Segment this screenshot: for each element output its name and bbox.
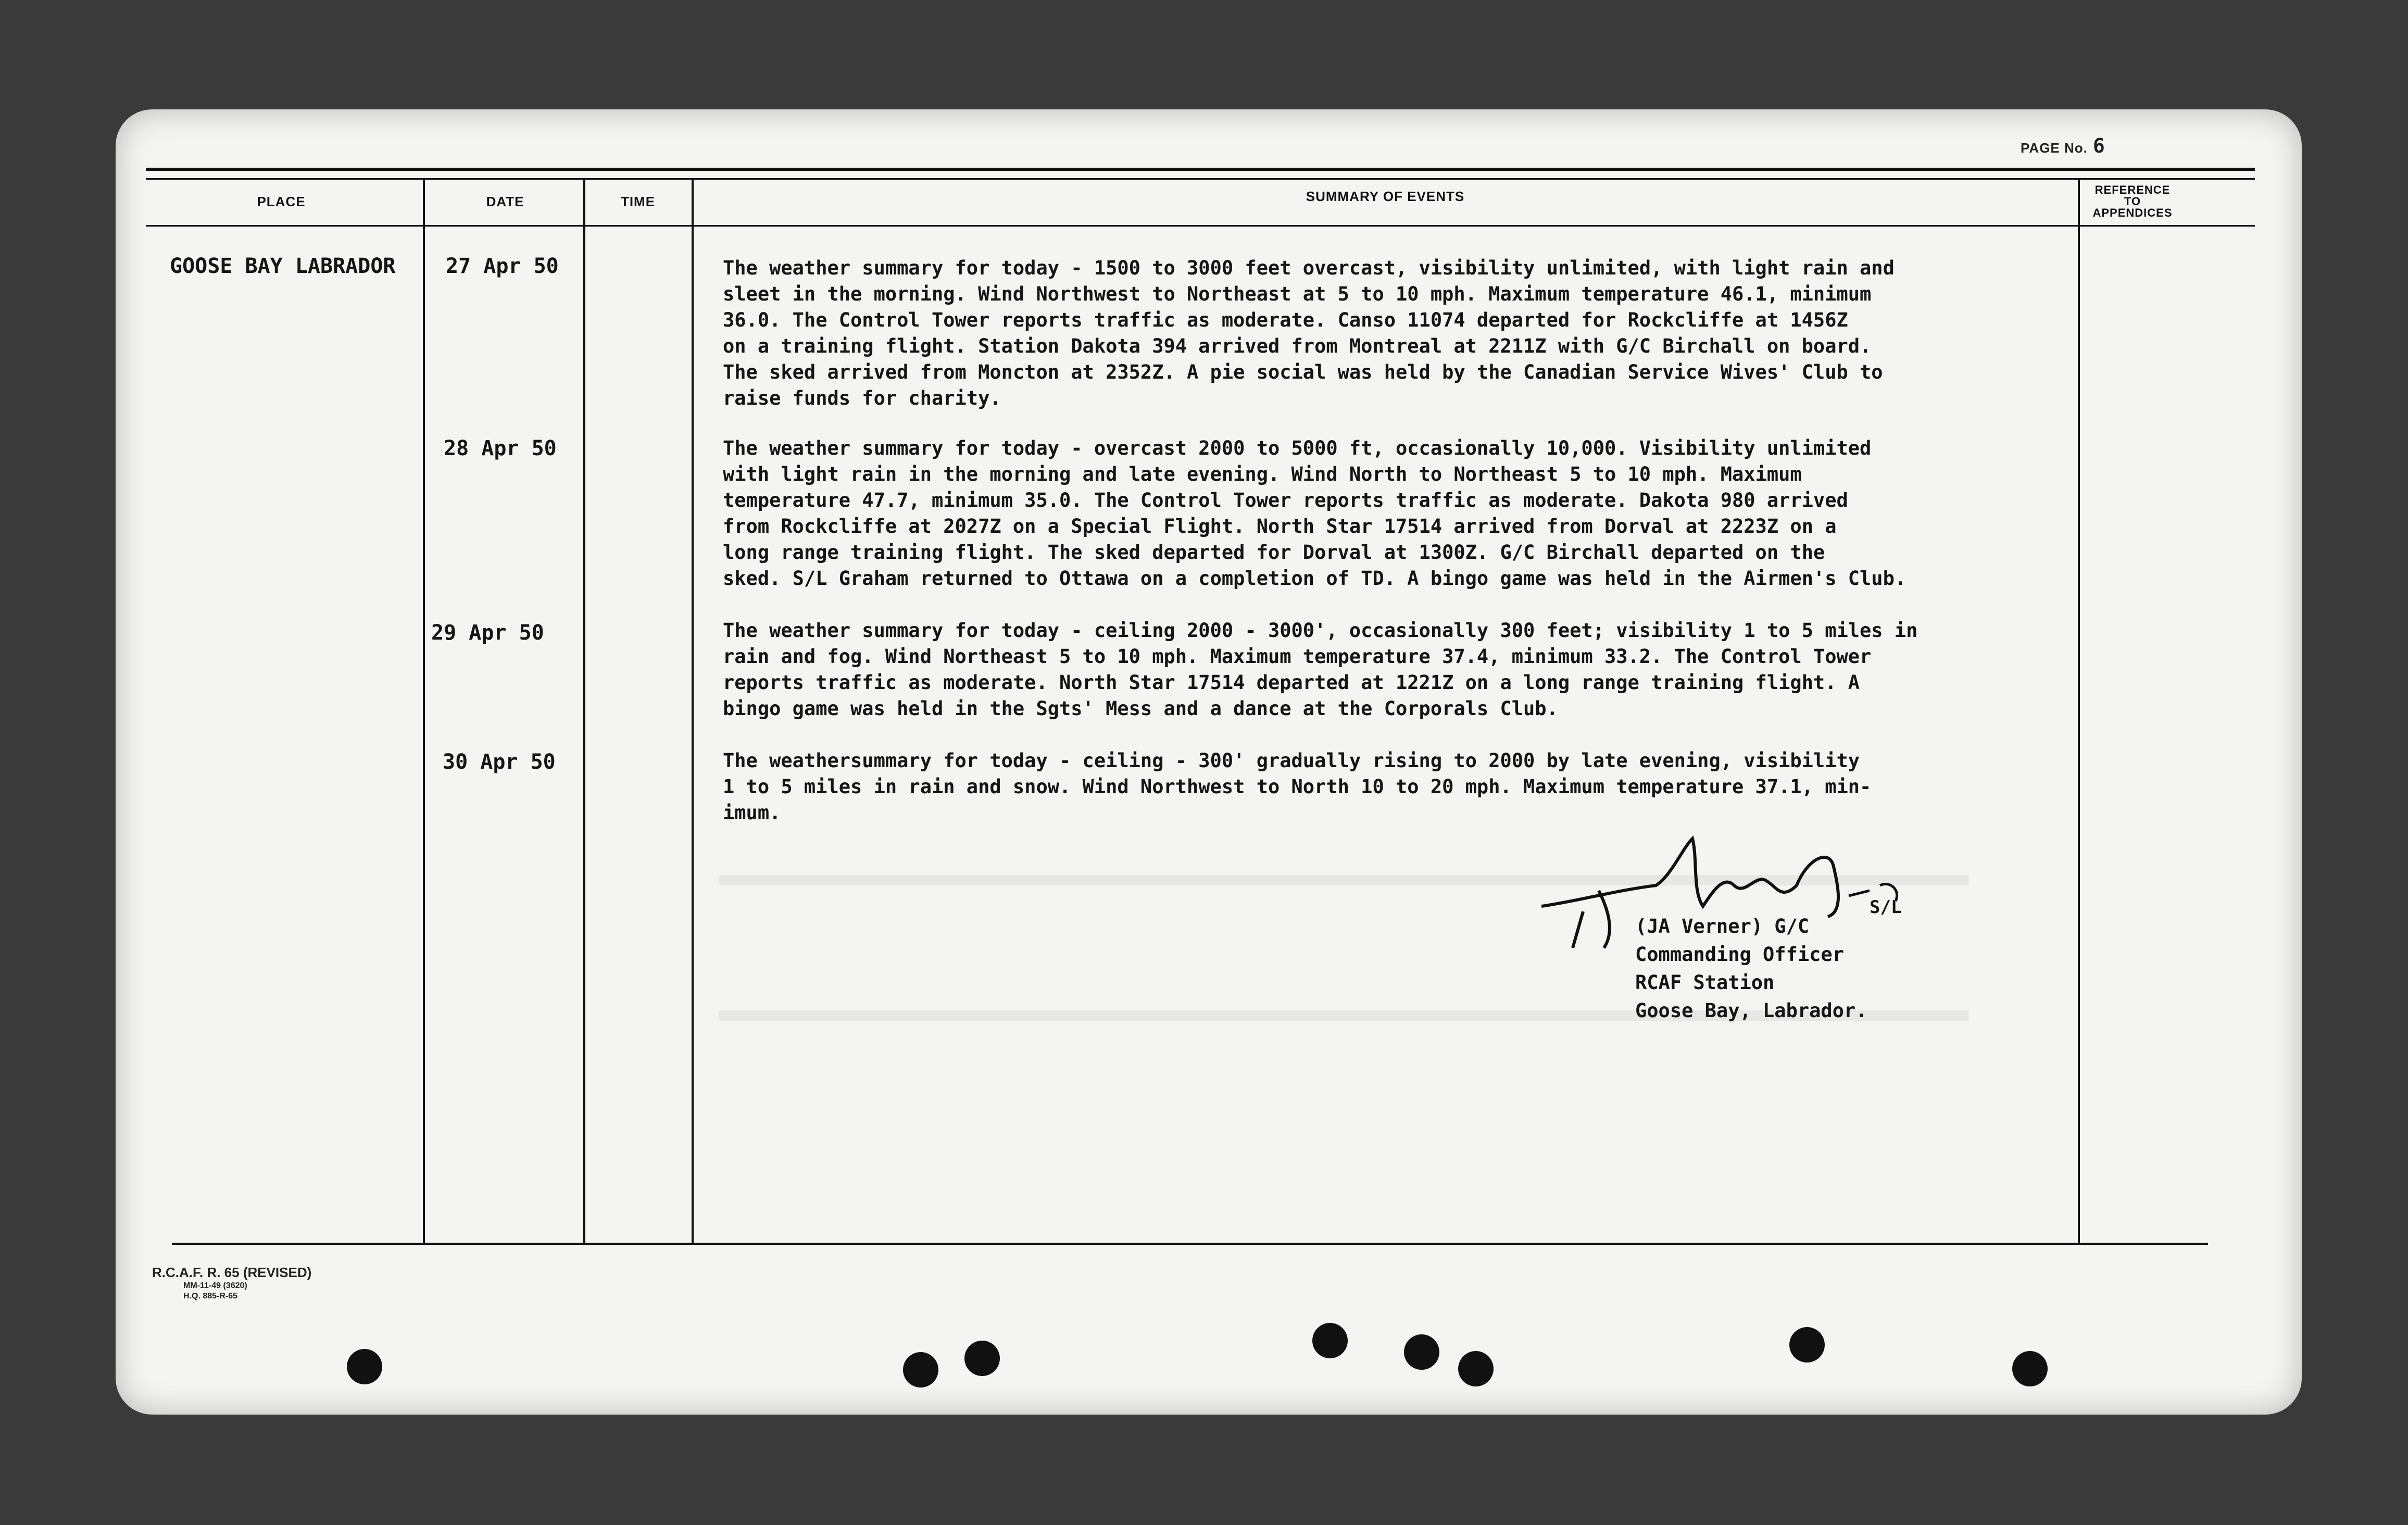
entry-date-2: 28 Apr 50 <box>444 436 557 460</box>
col-divider-2 <box>583 178 585 1245</box>
header-time: TIME <box>620 194 656 209</box>
signature-block <box>1635 913 1867 1025</box>
header-bottom-rule <box>146 225 2255 227</box>
punch-hole <box>1404 1334 1439 1370</box>
punch-hole <box>1789 1327 1825 1362</box>
col-divider-4 <box>2078 178 2080 1245</box>
entry-date-1: 27 Apr 50 <box>446 254 559 278</box>
punch-hole <box>964 1341 1000 1376</box>
punch-hole <box>1458 1351 1494 1386</box>
place-name: GOOSE BAY LABRADOR <box>170 254 396 278</box>
header-rule <box>146 178 2255 180</box>
punch-hole <box>1312 1323 1348 1358</box>
header-place: PLACE <box>257 194 306 209</box>
page-number: PAGE No. 6 <box>2021 134 2105 157</box>
signature-rank-note: S/L <box>1870 897 1902 918</box>
entry-date-4: 30 Apr 50 <box>443 750 556 774</box>
signature-unit: RCAF Station <box>1635 971 1775 994</box>
entry-summary-2: The weather summary for today - overcast 2000 to 5000 ft, occasionally 10,000. Visibility unlimited with light rain in the morning and late evening. Wind North to Northeast 5 to 10 mph. Maximum temperature 47.7, minimum 35.0. The Control Tower reports traffic as moderate. Dakota 980 arrived from Rockcliffe at 2027Z on a Special Flight. North Star 17514 arrived from Dorval at 2223Z on a long range training flight. The sked departed for Dorval at 1300Z. G/C Birchall departed on the sked. S/L Graham returned to Ottawa on a completion of TD. A bingo game was held in the Airmen's Club. <box>723 437 1907 590</box>
signature-name: (JA Verner) G/C <box>1635 915 1810 938</box>
punch-hole <box>2012 1351 2048 1386</box>
page-number-value: 6 <box>2092 134 2105 157</box>
header-reference: REFERENCE TO APPENDICES <box>2092 183 2173 219</box>
entry-date-3: 29 Apr 50 <box>431 621 544 645</box>
entry-summary-4: The weathersummary for today - ceiling - 300' gradually rising to 2000 by late evening, visibility 1 to 5 miles in rain and snow. Wind Northwest to North 10 to 20 mph. Maximum temperature 37.1, min- imum. <box>723 749 1872 824</box>
col-divider-1 <box>423 178 425 1245</box>
top-rule <box>146 168 2255 171</box>
signature-title: Commanding Officer <box>1635 943 1844 966</box>
entry-summary-1: The weather summary for today - 1500 to 3000 feet overcast, visibility unlimited, with light rain and sleet in the morning. Wind Northwest to Northeast at 5 to 10 mph. Maximum temperature 46.1, minimum 36.0. The Control Tower reports traffic as moderate. Canso 11074 departed for Rockcliffe at 1456Z on a training flight. Station Dakota 394 arrived from Montreal at 2211Z with G/C Birchall on board. The sked arrived from Moncton at 2352Z. A pie social was held by the Canadian Service Wives' Club to raise funds for charity. <box>723 257 1895 409</box>
form-identifier: R.C.A.F. R. 65 (REVISED) MM-11-49 (3620) H.Q. 885-R-65 <box>152 1265 312 1301</box>
signature-location: Goose Bay, Labrador. <box>1635 999 1867 1022</box>
entry-summary-3: The weather summary for today - ceiling 2000 - 3000', occasionally 300 feet; visibility 1 to 5 miles in rain and fog. Wind Northeast 5 to 10 mph. Maximum temperature 37.4, minimum 33.2. The Control Tower reports traffic as moderate. North Star 17514 departed at 1221Z on a long range training flight. A bingo game was held in the Sgts' Mess and a dance at the Corporals Club. <box>723 619 1918 720</box>
header-date: DATE <box>486 194 524 209</box>
header-summary: SUMMARY OF EVENTS <box>1306 189 1465 204</box>
punch-hole <box>903 1352 938 1388</box>
bottom-rule <box>172 1243 2208 1245</box>
punch-hole <box>347 1349 382 1384</box>
col-divider-3 <box>692 178 694 1245</box>
